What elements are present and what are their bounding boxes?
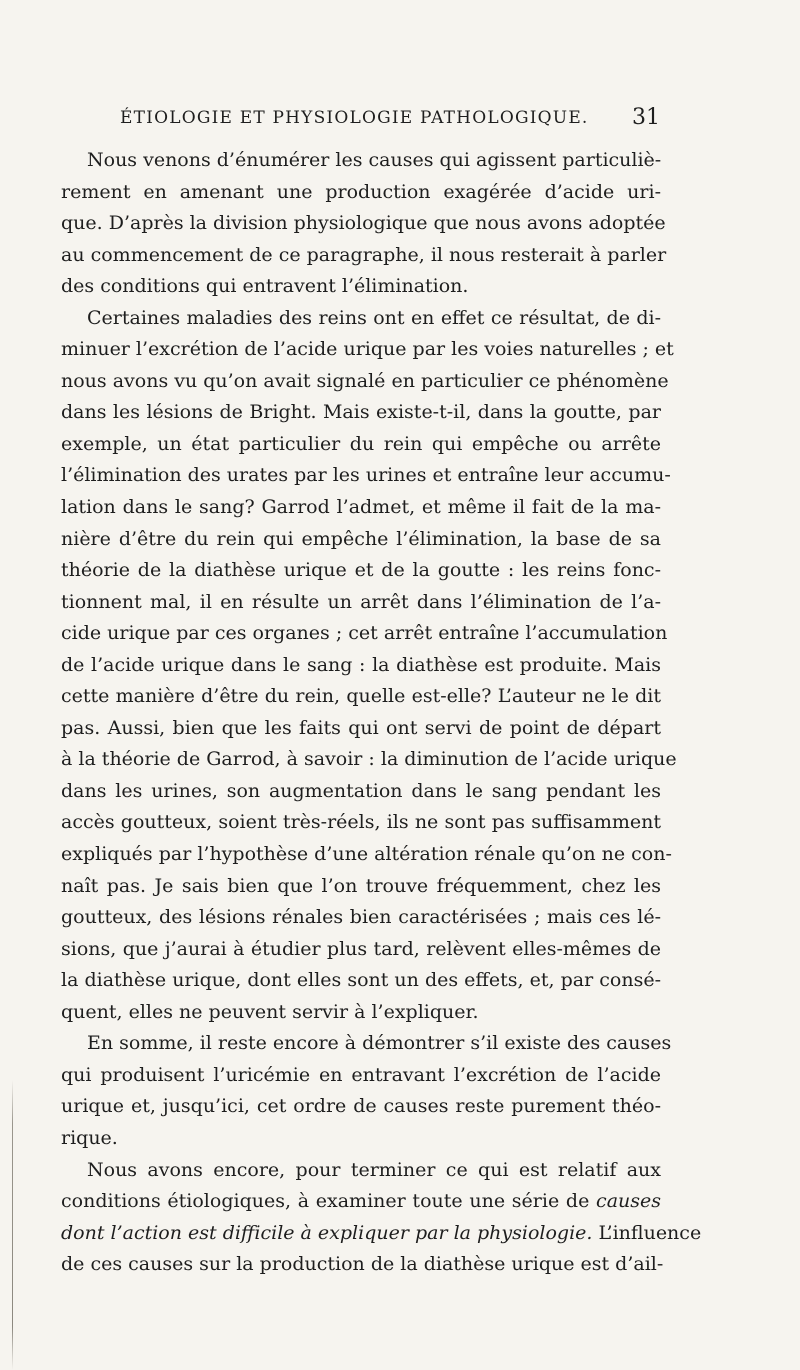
text-line: quent, elles ne peuvent servir à l’expliquer. [61, 1000, 479, 1023]
text-line: tionnent mal, il en résulte un arrêt dans l’élimination de l’a- [61, 590, 661, 613]
text-line: nous avons vu qu’on avait signalé en particulier ce phénomène [61, 369, 669, 392]
text-line: minuer l’excrétion de l’acide urique par les voies naturelles ; et [61, 338, 674, 361]
body-text [61, 145, 702, 1281]
text-line: Nous venons d’énumérer les causes qui agissent particuliè- [87, 149, 662, 171]
text-line: des conditions qui entravent l’élimination. [61, 275, 469, 298]
text-line: accès goutteux, soient très-réels, ils ne sont pas suffisamment [61, 811, 661, 834]
text-line-mixed [61, 1186, 661, 1218]
text-line: à la théorie de Garrod, à savoir : la diminution de l’acide urique [61, 748, 677, 771]
text-line: exemple, un état particulier du rein qui empêche ou arrête [61, 432, 661, 455]
italic-segment: causes [596, 1190, 661, 1213]
text-line: expliqués par l’hypothèse d’une altération rénale qu’on ne con- [61, 843, 672, 866]
text-line: pas. Aussi, bien que les faits qui ont servi de point de départ [61, 716, 661, 739]
text-line: Nous avons encore, pour terminer ce qui est relatif aux [87, 1158, 661, 1181]
text-line: théorie de la diathèse urique et de la goutte : les reins fonc- [61, 559, 661, 582]
text-segment: L’influence [592, 1221, 702, 1244]
page-header [120, 103, 660, 133]
text-segment: conditions étiologiques, à examiner toute une série de [61, 1190, 590, 1213]
text-line: cide urique par ces organes ; cet arrêt entraîne l’accumulation [61, 622, 668, 645]
text-line: nière d’être du rein qui empêche l’élimination, la base de sa [61, 527, 661, 550]
text-line: dans les urines, son augmentation dans le sang pendant les [61, 779, 661, 802]
text-line-mixed [61, 1218, 702, 1250]
text-line: sions, que j’aurai à étudier plus tard, relèvent elles-mêmes de [61, 937, 661, 960]
text-line: l’élimination des urates par les urines et entraîne leur accumu- [61, 464, 671, 487]
text-line: la diathèse urique, dont elles sont un des effets, et, par consé- [61, 969, 661, 992]
text-line: Certaines maladies des reins ont en effet ce résultat, de di- [87, 306, 661, 329]
text-line: lation dans le sang? Garrod l’admet, et même il fait de la ma- [61, 496, 661, 519]
text-line: naît pas. Je sais bien que l’on trouve fréquemment, chez les [61, 874, 661, 897]
text-line: En somme, il reste encore à démontrer s’il existe des causes [87, 1032, 672, 1055]
text-line: au commencement de ce paragraphe, il nous resterait à parler [61, 243, 667, 266]
page-number: 31 [632, 105, 660, 130]
text-line: de l’acide urique dans le sang : la diathèse est produite. Mais [61, 653, 661, 676]
text-line: rement en amenant une production exagérée d’acide uri- [61, 180, 661, 203]
text-line: cette manière d’être du rein, quelle est-elle? L’auteur ne le dit [61, 685, 661, 708]
italic-segment: dont l’action est difficile à expliquer par la physiologie. [61, 1221, 593, 1244]
text-line: qui produisent l’uricémie en entravant l’excrétion de l’acide [61, 1063, 661, 1086]
text-line: que. D’après la division physiologique que nous avons adoptée [61, 212, 666, 235]
page-edge-shadow [12, 1080, 13, 1370]
text-line: dans les lésions de Bright. Mais existe-t-il, dans la goutte, par [61, 401, 661, 424]
text-line: de ces causes sur la production de la diathèse urique est d’ail- [61, 1253, 664, 1276]
text-line: goutteux, des lésions rénales bien caractérisées ; mais ces lé- [61, 906, 661, 929]
text-line: urique et, jusqu’ici, cet ordre de causes reste purement théo- [61, 1095, 661, 1118]
running-head: ÉTIOLOGIE ET PHYSIOLOGIE PATHOLOGIQUE. [120, 108, 589, 128]
text-line: rique. [61, 1126, 118, 1149]
